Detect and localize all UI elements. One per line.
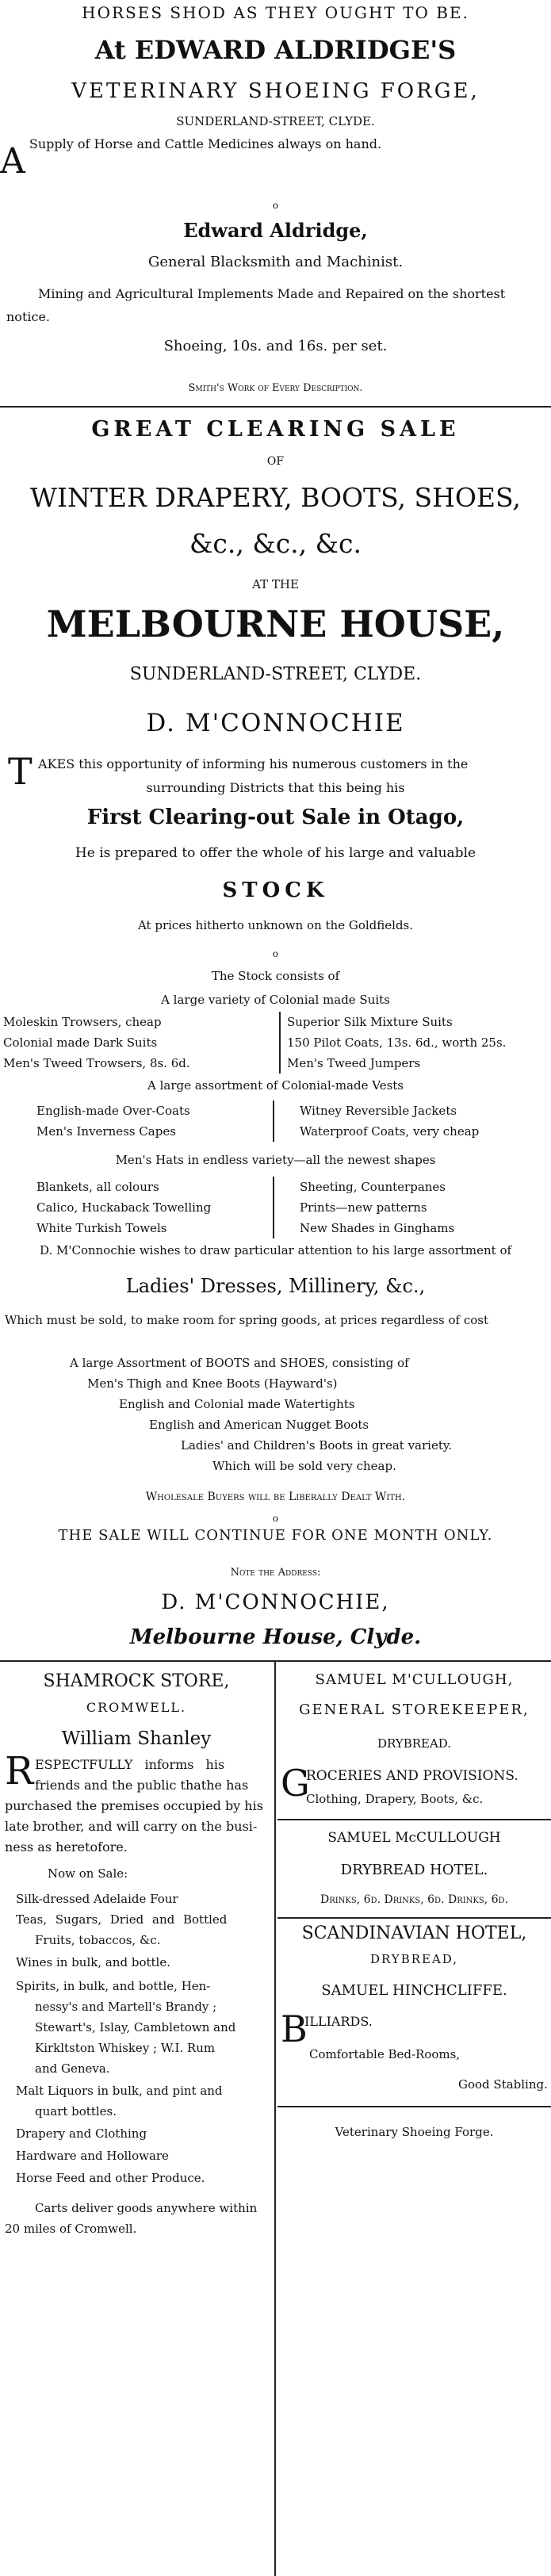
attention-text: D. M'Connochie wishes to draw particular attention to his large assortment of (39, 1243, 512, 1257)
paragraph-line: ESPECTFULLY informs his (35, 1757, 225, 1772)
column-separator (279, 1012, 281, 1074)
sale-banner: GREAT CLEARING SALE (91, 417, 460, 442)
billiards-text: ILLIARDS. (304, 2014, 373, 2029)
smith-work: Smith's Work of Every Description. (188, 382, 363, 394)
proprietor-trade: General Blacksmith and Machinist. (147, 254, 404, 270)
shoeing-price: Shoeing, 10s. and 16s. per set. (163, 338, 388, 354)
paragraph-line: purchased the premises occupied by his (5, 1798, 263, 1813)
supply-text: Supply of Horse and Cattle Medicines always on hand. (29, 136, 382, 151)
carts-text: Carts deliver goods anywhere within (35, 2201, 258, 2215)
of-label: OF (266, 455, 285, 468)
house-address: SUNDERLAND-STREET, CLYDE. (129, 664, 422, 684)
list-item: Kirkltston Whiskey ; W.I. Rum (35, 2041, 216, 2055)
prepared-text: He is prepared to offer the whole of his large and valuable (75, 845, 476, 861)
house-name: MELBOURNE HOUSE, (46, 603, 505, 645)
divider: o (272, 1513, 279, 1524)
forge-owner-title: At EDWARD ALDRIDGE'S (94, 35, 457, 65)
list-item: Teas, Sugars, Dried and Bottled (16, 1912, 228, 1927)
list-item: Horse Feed and other Produce. (16, 2171, 205, 2185)
rooms-text: Comfortable Bed-Rooms, (309, 2047, 461, 2061)
dropcap: G (281, 1762, 310, 1805)
forge-title: Veterinary Shoeing Forge. (335, 2125, 494, 2139)
list-item: Waterproof Coats, very cheap (300, 1124, 480, 1139)
store-place: CROMWELL. (86, 1700, 187, 1715)
list-item: Calico, Huckaback Towelling (36, 1200, 212, 1215)
intro-text: surrounding Districts that this being his (146, 780, 405, 795)
divider-line (277, 2106, 551, 2107)
list-item: White Turkish Towels (36, 1221, 167, 1235)
hotel-name: DRYBREAD HOTEL. (340, 1862, 488, 1878)
storekeeper-place: DRYBREAD. (377, 1736, 452, 1751)
prices-text: At prices hitherto unknown on the Goldfields. (137, 918, 414, 932)
divider: o (272, 200, 279, 211)
hats-text: Men's Hats in endless variety—all the newest shapes (115, 1153, 436, 1167)
forge-subtitle: VETERINARY SHOEING FORGE, (71, 79, 480, 103)
column-separator (273, 1100, 274, 1142)
store-owner: William Shanley (61, 1728, 212, 1749)
wholesale-text: Wholesale Buyers will be Liberally Dealt With. (145, 1491, 406, 1503)
forge-address: SUNDERLAND-STREET, CLYDE. (176, 114, 375, 128)
sign-house: Melbourne House, Clyde. (129, 1625, 422, 1649)
list-item: Which will be sold very cheap. (212, 1459, 396, 1473)
motto: HORSES SHOD AS THEY OUGHT TO BE. (82, 3, 469, 22)
sold-text: Which must be sold, to make room for spring goods, at prices regardless of cost (5, 1313, 489, 1327)
list-item: Blankets, all colours (36, 1180, 159, 1194)
dropcap: R (5, 1749, 34, 1793)
ladies-heading: Ladies' Dresses, Millinery, &c., (125, 1275, 426, 1297)
list-item: Prints—new patterns (300, 1200, 427, 1215)
mining-text: Mining and Agricultural Implements Made and Repaired on the shortest notice. (6, 286, 506, 324)
boots-heading: A large Assortment of BOOTS and SHOES, consisting of (70, 1356, 409, 1370)
list-item: Hardware and Holloware (16, 2149, 169, 2163)
list-item: Stewart's, Islay, Cambletown and (35, 2020, 236, 2034)
dropcap: A (0, 141, 25, 182)
divider: o (272, 948, 279, 959)
list-item: English-made Over-Coats (36, 1104, 190, 1118)
carts-text: 20 miles of Cromwell. (5, 2222, 137, 2236)
list-item: Men's Thigh and Knee Boots (Hayward's) (87, 1376, 338, 1391)
list-item: Silk-dressed Adelaide Four (16, 1892, 178, 1906)
paragraph-line: friends and the public thathe has (35, 1778, 249, 1793)
column-separator (273, 1177, 274, 1238)
list-item: Ladies' and Children's Boots in great variety. (181, 1438, 453, 1453)
list-item: 150 Pilot Coats, 13s. 6d., worth 25s. (287, 1035, 507, 1050)
list-item: and Geneva. (35, 2061, 110, 2076)
groceries-text: ROCERIES AND PROVISIONS. (306, 1768, 518, 1784)
divider-line (277, 1819, 551, 1820)
list-item: Fruits, tobaccos, &c. (35, 1933, 161, 1947)
suits-heading: A large variety of Colonial made Suits (161, 993, 390, 1007)
list-item: Superior Silk Mixture Suits (287, 1015, 453, 1029)
list-item: Men's Tweed Jumpers (287, 1056, 421, 1070)
drinks-price: Drinks, 6d. Drinks, 6d. Drinks, 6d. (320, 1893, 509, 1906)
list-item: nessy's and Martell's Brandy ; (35, 2000, 217, 2014)
list-item: quart bottles. (35, 2104, 117, 2119)
storekeeper-name: SAMUEL M'CULLOUGH, (315, 1671, 514, 1688)
list-item: Moleskin Trowsers, cheap (3, 1015, 162, 1029)
stabling-text: Good Stabling. (458, 2077, 548, 2092)
divider-line (277, 1917, 551, 1919)
drybread-advertisements (277, 1662, 551, 2576)
etc-line: &c., &c., &c. (189, 528, 362, 559)
paragraph-line: late brother, and will carry on the busi- (5, 1819, 258, 1834)
list-item: New Shades in Ginghams (300, 1221, 455, 1235)
stock-consists: The Stock consists of (211, 969, 340, 983)
list-item: Wines in bulk, and bottle. (16, 1955, 170, 1969)
list-item: Malt Liquors in bulk, and pint and (16, 2084, 223, 2098)
hotel-owner: SAMUEL McCULLOUGH (327, 1830, 501, 1846)
dropcap: B (281, 2008, 308, 2050)
sign-name: D. M'CONNOCHIE, (161, 1590, 390, 1614)
column-separator (274, 1662, 276, 2576)
proprietor-name: Edward Aldridge, (183, 219, 368, 242)
store-title: SHAMROCK STORE, (43, 1671, 230, 1691)
now-on-sale: Now on Sale: (48, 1866, 128, 1881)
list-item: Colonial made Dark Suits (3, 1035, 158, 1050)
first-sale-heading: First Clearing-out Sale in Otago, (86, 806, 465, 829)
at-the-label: AT THE (252, 577, 299, 591)
paragraph-line: ness as heretofore. (5, 1839, 128, 1854)
stock-heading: STOCK (222, 878, 329, 902)
list-item: Drapery and Clothing (16, 2126, 147, 2141)
vests-heading: A large assortment of Colonial-made Vests (147, 1078, 404, 1093)
list-item: Sheeting, Counterpanes (300, 1180, 446, 1194)
continue-text: THE SALE WILL CONTINUE FOR ONE MONTH ONLY. (58, 1527, 493, 1544)
proprietor-heading: D. M'CONNOCHIE (146, 709, 405, 737)
shamrock-store-advertisement (0, 1662, 273, 2576)
scandinavian-owner: SAMUEL HINCHCLIFFE. (321, 1982, 507, 1999)
list-item: Men's Tweed Trowsers, 8s. 6d. (3, 1056, 190, 1070)
list-item: English and American Nugget Boots (149, 1418, 369, 1432)
list-item: Spirits, in bulk, and bottle, Hen- (16, 1979, 211, 1993)
scandinavian-hotel: SCANDINAVIAN HOTEL, (301, 1923, 527, 1943)
dropcap: T (8, 750, 33, 793)
divider-line (0, 406, 551, 408)
intro-text: AKES this opportunity of informing his numerous customers in the (38, 756, 469, 771)
list-item: English and Colonial made Watertights (119, 1397, 355, 1411)
drapery-line: WINTER DRAPERY, BOOTS, SHOES, (30, 482, 521, 513)
storekeeper-trade: GENERAL STOREKEEPER, (299, 1701, 530, 1718)
clothing-text: Clothing, Drapery, Boots, &c. (306, 1792, 484, 1806)
list-item: Men's Inverness Capes (36, 1124, 176, 1139)
note-address: Note the Address: (230, 1567, 321, 1579)
list-item: Witney Reversible Jackets (300, 1104, 457, 1118)
scandinavian-place: DRYBREAD, (369, 1952, 459, 1966)
